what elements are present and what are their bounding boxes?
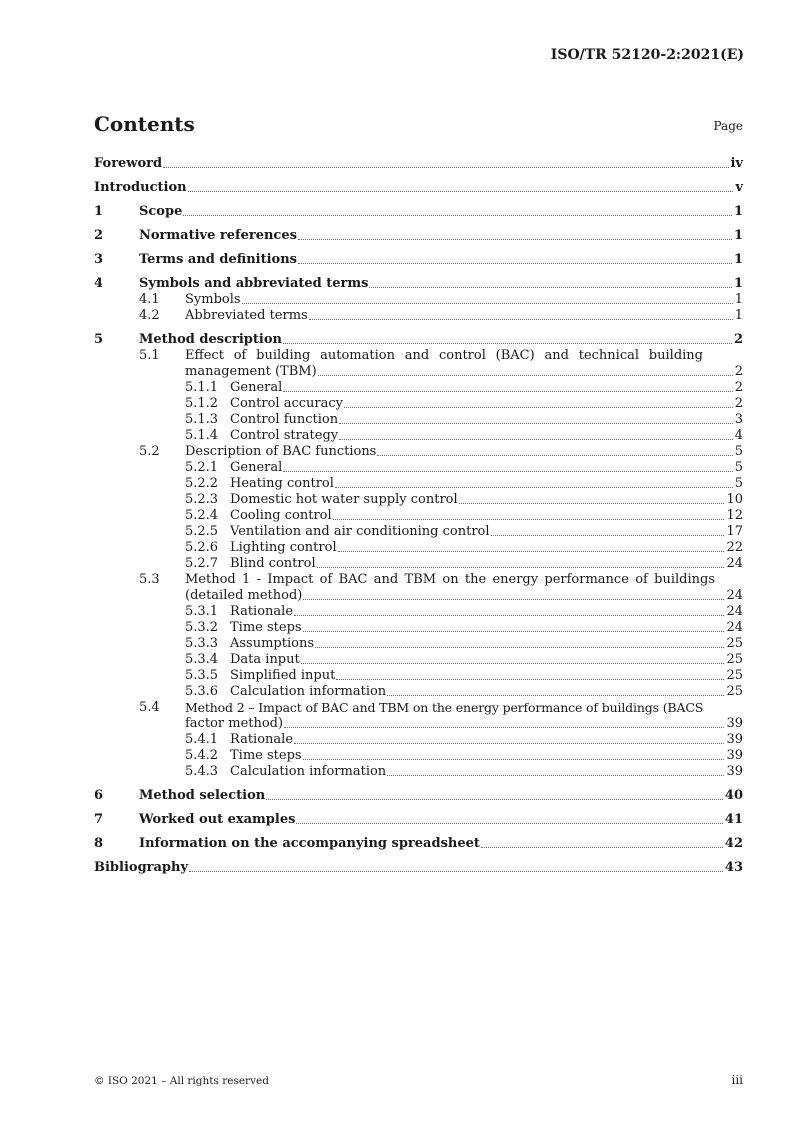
- toc-entry-page: 3: [734, 412, 743, 427]
- toc-entry-number: 5.2.4: [185, 508, 219, 523]
- table-of-contents: [94, 156, 743, 876]
- toc-entry-5-1-2[interactable]: [94, 396, 743, 412]
- toc-entry-page: 2: [734, 396, 743, 411]
- toc-entry-5-2-6[interactable]: [94, 540, 743, 556]
- toc-entry-number: 5.3.2: [185, 620, 219, 635]
- toc-entry-page: 22: [726, 540, 743, 555]
- toc-entry-number: 5.4.3: [185, 764, 219, 779]
- copyright-notice: © ISO 2021 – All rights reserved: [94, 1075, 269, 1087]
- toc-entry-title: Calculation information: [230, 684, 387, 699]
- toc-entry-number: 3: [94, 252, 104, 267]
- toc-entry-title-line2: factor method): [185, 716, 284, 731]
- toc-entry-5[interactable]: [94, 332, 743, 348]
- toc-entry-1[interactable]: [94, 204, 743, 220]
- toc-entry-title: General: [230, 380, 283, 395]
- toc-entry-page: 39: [726, 732, 743, 747]
- toc-entry-page: iv: [730, 156, 743, 171]
- toc-entry-page: 5: [734, 476, 743, 491]
- toc-entry-4[interactable]: [94, 276, 743, 292]
- toc-entry-number: 8: [94, 836, 104, 851]
- toc-entry-title: Worked out examples: [139, 812, 296, 827]
- toc-entry-number: 5.1.2: [185, 396, 219, 411]
- toc-entry-title: Heating control: [230, 476, 334, 491]
- toc-entry-page: 40: [724, 788, 743, 803]
- toc-entry-5-3[interactable]: [94, 572, 743, 604]
- document-id: ISO/TR 52120-2:2021(E): [550, 47, 744, 63]
- toc-entry-page: v: [735, 180, 743, 195]
- toc-entry-number: 6: [94, 788, 104, 803]
- toc-entry-page: 24: [726, 556, 743, 571]
- toc-entry-title: Introduction: [94, 180, 187, 195]
- toc-entry-number: 1: [94, 204, 104, 219]
- toc-entry-5-2-1[interactable]: [94, 460, 743, 476]
- toc-entry-title: Normative references: [139, 228, 297, 243]
- toc-entry-title-line2: management (TBM): [185, 364, 317, 379]
- toc-entry-title: Description of BAC functions: [185, 444, 377, 459]
- toc-entry-page: 1: [733, 204, 743, 219]
- toc-entry-page: 24: [726, 620, 743, 635]
- toc-entry-6[interactable]: [94, 788, 743, 804]
- toc-entry-number: 5.4: [139, 700, 160, 715]
- toc-entry-title: Time steps: [230, 620, 302, 635]
- toc-entry-5-1-4[interactable]: [94, 428, 743, 444]
- toc-entry-4-1[interactable]: [94, 292, 743, 308]
- toc-entry-bibliography[interactable]: [94, 860, 743, 876]
- page-number: iii: [731, 1073, 743, 1087]
- toc-entry-title: Control function: [230, 412, 339, 427]
- toc-entry-number: 5.1.3: [185, 412, 219, 427]
- toc-entry-number: 5.2.2: [185, 476, 219, 491]
- toc-entry-5-4-3[interactable]: [94, 764, 743, 780]
- toc-entry-title: Control strategy: [230, 428, 339, 443]
- toc-entry-page: 2: [733, 332, 743, 347]
- toc-entry-5-2-2[interactable]: [94, 476, 743, 492]
- toc-entry-number: 5.3.1: [185, 604, 219, 619]
- toc-entry-page: 24: [726, 604, 743, 619]
- toc-entry-title-line1: Effect of building automation and control (BAC) and technical building: [185, 348, 703, 363]
- toc-entry-number: 5.1.4: [185, 428, 219, 443]
- toc-entry-number: 5.3.3: [185, 636, 219, 651]
- toc-entry-5-3-6[interactable]: [94, 684, 743, 700]
- toc-entry-page: 25: [726, 668, 743, 683]
- toc-entry-number: 5.2: [139, 444, 160, 459]
- toc-entry-title: Foreword: [94, 156, 163, 171]
- toc-entry-introduction[interactable]: [94, 180, 743, 196]
- toc-entry-page: 1: [734, 308, 743, 323]
- toc-entry-number: 4.1: [139, 292, 160, 307]
- toc-entry-page: 10: [726, 492, 743, 507]
- toc-entry-title: Symbols and abbreviated terms: [139, 276, 369, 291]
- toc-entry-page: 25: [726, 684, 743, 699]
- toc-entry-page: 2: [734, 380, 743, 395]
- toc-entry-5-4[interactable]: [94, 700, 743, 732]
- toc-entry-page: 42: [724, 836, 743, 851]
- toc-entry-page: 1: [733, 252, 743, 267]
- toc-entry-2[interactable]: [94, 228, 743, 244]
- toc-entry-5-4-1[interactable]: [94, 732, 743, 748]
- page-title: Contents: [94, 112, 195, 136]
- toc-entry-page: 5: [734, 460, 743, 475]
- toc-entry-number: 5.2.5: [185, 524, 219, 539]
- toc-entry-title: Time steps: [230, 748, 302, 763]
- toc-entry-number: 2: [94, 228, 104, 243]
- toc-entry-page: 5: [734, 444, 743, 459]
- toc-entry-8[interactable]: [94, 836, 743, 852]
- toc-entry-title: Information on the accompanying spreadsheet: [139, 836, 480, 851]
- toc-entry-page: 39: [726, 764, 743, 779]
- toc-entry-number: 5.1: [139, 348, 160, 363]
- toc-entry-5-3-5[interactable]: [94, 668, 743, 684]
- toc-entry-number: 5.1.1: [185, 380, 219, 395]
- toc-entry-page: 39: [726, 716, 743, 731]
- toc-entry-5-1[interactable]: [94, 348, 743, 380]
- toc-entry-5-2-7[interactable]: [94, 556, 743, 572]
- toc-entry-title: Rationale: [230, 604, 294, 619]
- toc-entry-title: Rationale: [230, 732, 294, 747]
- toc-entry-page: 4: [734, 428, 743, 443]
- toc-entry-number: 7: [94, 812, 104, 827]
- toc-entry-title: Symbols: [185, 292, 241, 307]
- toc-entry-title: Scope: [139, 204, 183, 219]
- toc-entry-5-2-4[interactable]: [94, 508, 743, 524]
- toc-entry-title: Control accuracy: [230, 396, 343, 411]
- toc-entry-title: Data input: [230, 652, 300, 667]
- toc-entry-title: Method selection: [139, 788, 266, 803]
- toc-entry-5-3-4[interactable]: [94, 652, 743, 668]
- toc-entry-page: 25: [726, 636, 743, 651]
- toc-entry-number: 5.3: [139, 572, 160, 587]
- toc-entry-page: 1: [734, 292, 743, 307]
- toc-entry-title: Abbreviated terms: [185, 308, 308, 323]
- toc-entry-3[interactable]: [94, 252, 743, 268]
- toc-entry-5-4-2[interactable]: [94, 748, 743, 764]
- toc-entry-title: Method description: [139, 332, 282, 347]
- toc-entry-number: 5.3.5: [185, 668, 219, 683]
- toc-entry-page: 25: [726, 652, 743, 667]
- toc-entry-5-3-1[interactable]: [94, 604, 743, 620]
- toc-entry-page: 12: [726, 508, 743, 523]
- toc-entry-number: 5.4.2: [185, 748, 219, 763]
- toc-entry-title: Ventilation and air conditioning control: [230, 524, 490, 539]
- toc-entry-page: 2: [734, 364, 743, 379]
- page-column-label: Page: [713, 119, 743, 133]
- toc-entry-foreword[interactable]: [94, 156, 743, 172]
- toc-entry-number: 5: [94, 332, 104, 347]
- toc-entry-title-line1: Method 2 – Impact of BAC and TBM on the energy performance of buildings (BACS: [185, 700, 704, 715]
- toc-entry-5-3-2[interactable]: [94, 620, 743, 636]
- toc-entry-number: 4: [94, 276, 104, 291]
- toc-entry-title: Simplified input: [230, 668, 336, 683]
- toc-entry-title-line2: (detailed method): [185, 588, 303, 603]
- toc-entry-number: 5.4.1: [185, 732, 219, 747]
- toc-entry-5-2-5[interactable]: [94, 524, 743, 540]
- toc-entry-page: 39: [726, 748, 743, 763]
- toc-entry-title: Domestic hot water supply control: [230, 492, 458, 507]
- toc-entry-number: 5.3.6: [185, 684, 219, 699]
- toc-entry-title: General: [230, 460, 283, 475]
- toc-entry-number: 5.3.4: [185, 652, 219, 667]
- toc-entry-title: Terms and definitions: [139, 252, 297, 267]
- toc-entry-title: Calculation information: [230, 764, 387, 779]
- toc-entry-5-1-1[interactable]: [94, 380, 743, 396]
- toc-entry-4-2[interactable]: [94, 308, 743, 324]
- toc-entry-5-3-3[interactable]: [94, 636, 743, 652]
- toc-entry-5-1-3[interactable]: [94, 412, 743, 428]
- toc-entry-title: Cooling control: [230, 508, 332, 523]
- toc-entry-number: 4.2: [139, 308, 160, 323]
- toc-entry-title: Assumptions: [230, 636, 315, 651]
- toc-entry-5-2-3[interactable]: [94, 492, 743, 508]
- toc-entry-number: 5.2.1: [185, 460, 219, 475]
- toc-entry-title-line1: Method 1 - Impact of BAC and TBM on the energy performance of buildings: [185, 572, 715, 587]
- toc-entry-number: 5.2.7: [185, 556, 219, 571]
- toc-entry-5-2[interactable]: [94, 444, 743, 460]
- toc-entry-title: Blind control: [230, 556, 316, 571]
- toc-entry-page: 41: [724, 812, 743, 827]
- toc-entry-page: 1: [733, 276, 743, 291]
- toc-entry-page: 43: [724, 860, 743, 875]
- toc-entry-title: Lighting control: [230, 540, 337, 555]
- toc-entry-page: 1: [733, 228, 743, 243]
- toc-entry-page: 17: [726, 524, 743, 539]
- toc-entry-page: 24: [726, 588, 743, 603]
- toc-entry-number: 5.2.3: [185, 492, 219, 507]
- toc-entry-number: 5.2.6: [185, 540, 219, 555]
- toc-entry-7[interactable]: [94, 812, 743, 828]
- toc-entry-title: Bibliography: [94, 860, 189, 875]
